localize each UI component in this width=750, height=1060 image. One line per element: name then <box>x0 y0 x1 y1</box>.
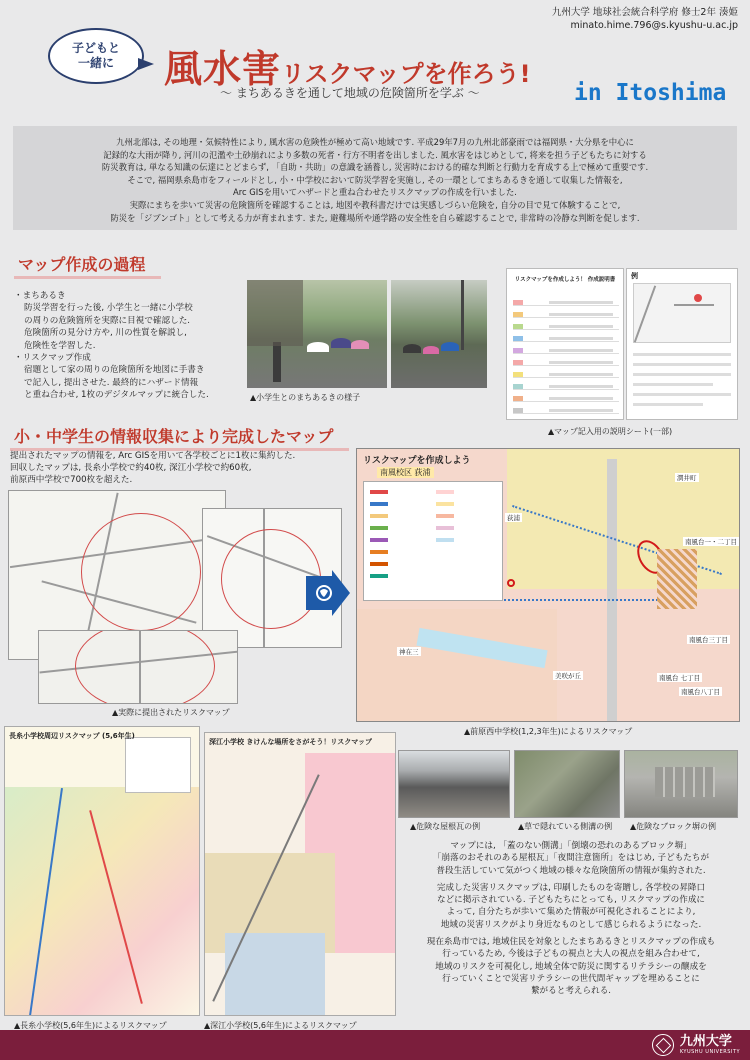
concl-line: 行っているため, 今後は子どもの視点と大人の視点を組み合わせて, <box>442 949 700 960</box>
affiliation-text: 九州大学 地球社会統合科学府 修士2年 湊姫 <box>551 7 738 18</box>
intro-line: 防災を「ジブンゴト」として考える力が育まれます. また, 避難場所や通学路の安全性を自ら確認することで, 非常時の冷静な判断を促します. <box>110 212 640 223</box>
photo-hidden-ditch <box>514 750 620 818</box>
map-place-label: 潤井町 <box>677 474 697 482</box>
conclusion-para-1 <box>398 840 744 877</box>
fukae-map-title: 深江小学校 きけんな場所をさがそう！リスクマップ <box>209 738 373 746</box>
place-label: in Itoshima <box>574 80 727 106</box>
maps-description <box>10 450 358 487</box>
caption-fukae: ▲深江小学校(5,6年生)によるリスクマップ <box>204 1021 357 1030</box>
email-text: minato.hime.796@s.kyushu-u.ac.jp <box>570 20 738 31</box>
submitted-map-3 <box>38 630 238 704</box>
maps-line: 提出されたマップの情報を, Arc GISを用いて各学校ごとに1枚に集約した. <box>10 451 296 461</box>
map-place-label: 荻浦 <box>507 514 520 522</box>
caption-roof: ▲危険な屋根瓦の例 <box>410 822 481 831</box>
intro-line: 記録的な大雨が降り, 河川の氾濫や土砂崩れにより多数の死者・行方不明者を出しました. 風水害をはじめとして, 将来を担う子どもたちに対する <box>103 149 647 160</box>
map-place-label: 神在三 <box>399 648 419 656</box>
intro-line: そこで, 福岡県糸島市をフィールドとし, 小・中学校において防災学習を実施し, その一環としてまちあるきを通して収集した情報を, <box>127 174 623 185</box>
example-sheet <box>626 268 738 420</box>
process-line: の周りの危険箇所を実際に目視で確認した. <box>24 315 191 326</box>
big-map-title: リスクマップを作成しよう <box>363 456 471 466</box>
caption-wall: ▲危険なブロック塀の例 <box>630 822 716 831</box>
university-name: 九州大学 <box>679 1033 732 1049</box>
photo-roof-tiles <box>398 750 510 818</box>
photo-block-wall <box>624 750 738 818</box>
example-label: 例 <box>631 272 638 280</box>
map-legend <box>363 481 503 601</box>
concl-line: マップには, 「蓋のない側溝」「倒壊の恐れのあるブロック塀」 <box>450 841 692 851</box>
arrow-right-icon <box>306 570 350 616</box>
concl-line: 現在糸島市では, 地域住民を対象としたまちあるきとリスクマップの作成も <box>426 937 716 948</box>
process-line: と重ね合わせ, 1枚のデジタルマップに統合した. <box>24 390 209 401</box>
bubble-line1: 子どもと <box>71 41 120 55</box>
bubble-line2: 一緒に <box>77 56 114 70</box>
concl-line: 行っていくことで災害リテラシーの世代間ギャップを埋めることに <box>442 973 700 984</box>
map-place-label: 南風台一・二丁目 <box>685 538 737 546</box>
author-affiliation <box>552 6 738 32</box>
process-line: 危険性を学習した. <box>24 340 96 351</box>
nagaito-map-title: 長糸小学校周辺リスクマップ (5,6年生) <box>9 732 135 740</box>
university-crest-icon <box>652 1034 674 1056</box>
maps-line: 回収したマップは, 長糸小学校で約40枚, 深江小学校で約60枚, <box>10 463 252 474</box>
concl-line: 「崩落のおそれのある屋根瓦」「夜間注意箇所」をはじめ, 子どもたちが <box>432 853 710 864</box>
process-line: 防災学習を行った後, 小学生と一緒に小学校 <box>24 303 193 314</box>
caption-big-map: ▲前原西中学校(1,2,3年生)によるリスクマップ <box>464 727 633 736</box>
section-title-maps: 小・中学生の情報収集により完成したマップ <box>14 424 333 447</box>
instruction-sheet <box>506 268 624 420</box>
conclusion-para-2 <box>398 882 744 931</box>
intro-box <box>13 126 737 230</box>
speech-bubble <box>48 28 144 84</box>
caption-townwalk: ▲小学生とのまちあるきの様子 <box>250 393 361 402</box>
integrated-risk-map <box>356 448 740 722</box>
caption-ditch: ▲草で隠れている側溝の例 <box>518 822 613 831</box>
map-place-label: 南風台三丁目 <box>689 636 728 644</box>
poster-subtitle: 〜 まちあるきを通して地域の危険箇所を学ぶ 〜 <box>220 86 480 100</box>
process-line: 宿題として家の周りの危険箇所を地図に手書き <box>24 365 205 376</box>
section-title-process: マップ作成の過程 <box>18 252 145 275</box>
title-rest: リスクマップを作ろう! <box>281 60 531 88</box>
concl-line: 完成した災害リスクマップは, 印刷したものを寄贈し, 各学校の昇降口 <box>436 882 706 893</box>
conclusion-text <box>398 840 744 1003</box>
footer-bar <box>0 1030 750 1060</box>
bubble-tail <box>138 58 154 70</box>
sheet-title: リスクマップを作成しよう！ 作成説明書 <box>514 277 616 283</box>
photo-townwalk-2 <box>391 280 487 388</box>
concl-line: 繋がると考えられる. <box>530 986 612 997</box>
university-logo <box>652 1030 740 1060</box>
map-place-label: 南風台八丁目 <box>681 688 720 696</box>
concl-line: 地域の災害リスクがより身近なものとして感じられるようになった. <box>440 919 702 930</box>
title-main: 風水害 <box>164 47 282 91</box>
caption-nagaito: ▲長糸小学校(5,6年生)によるリスクマップ <box>14 1021 167 1030</box>
university-name-en: KYUSHU UNIVERSITY <box>679 1048 740 1055</box>
map-place-label: 美咲が丘 <box>555 672 581 680</box>
nagaito-risk-map <box>4 726 200 1016</box>
fukae-risk-map <box>204 732 396 1016</box>
intro-line: 実際にまちを歩いて災害の危険箇所を確認することは, 地図や教科書だけでは実感しづらい危険を, 自分の目で見て体験することで, <box>129 199 621 210</box>
process-description <box>14 290 242 402</box>
maps-line: 前原西中学校で700枚を超えた. <box>10 475 133 486</box>
concl-line: よって, 自分たちが歩いて集めた情報が可視化されることにより, <box>446 907 696 918</box>
map-place-label: 南風台 七丁目 <box>659 674 701 682</box>
intro-line: Arc GISを用いてハザードと重ね合わせたリスクマップの作成を行いました. <box>233 187 517 198</box>
process-line: で記入し, 提出させた. 最終的にハザード情報 <box>24 377 199 388</box>
conclusion-para-3 <box>398 936 744 997</box>
intro-line: 九州北部は, その地理・気候特性により, 風水害の危険性が極めて高い地域です. 平成29年7月の九州北部豪雨では福岡県・大分県を中心に <box>116 137 634 147</box>
caption-submitted-maps: ▲実際に提出されたリスクマップ <box>112 708 230 717</box>
concl-line: などに掲示されている. 子どもたちにとっても, リスクマップの作成に <box>436 895 706 906</box>
process-item-head: ・まちあるき <box>14 291 66 301</box>
photo-townwalk-1 <box>247 280 387 388</box>
concl-line: 地域のリスクを可視化し, 地域全体で防災に関するリテラシーの醸成を <box>435 961 707 972</box>
intro-line: 防災教育は, 単なる知識の伝達にとどまらず, 「自助・共助」の意識を涵養し, 災害時における的確な判断と行動力を育成する上で極めて重要です. <box>101 162 649 173</box>
process-item-head: ・リスクマップ作成 <box>14 353 91 364</box>
concl-line: 普段生活していて気がつく地域の様々な危険箇所の情報が集約された. <box>436 865 706 876</box>
caption-sheet: ▲マップ記入用の説明シート(一部) <box>548 427 673 436</box>
big-map-subtitle: 南風校区 荻浦 <box>377 467 434 478</box>
process-line: 危険箇所の見分け方や, 川の性質を解説し, <box>24 328 187 339</box>
